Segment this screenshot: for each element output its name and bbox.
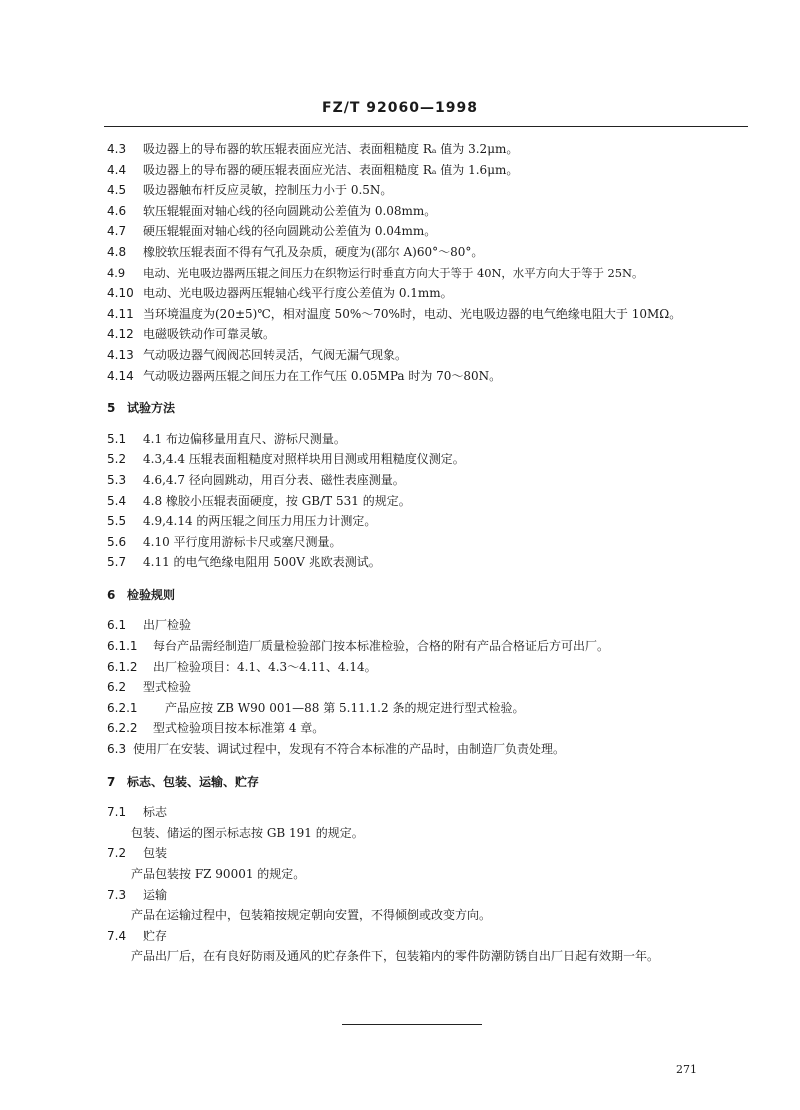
clause-4-3: 4.3 吸边器上的导布器的软压辊表面应光洁、表面粗糙度 Rₐ 值为 3.2μm。 <box>107 142 519 156</box>
clause-7-4-title: 7.4 贮存 <box>107 928 168 943</box>
section-6-heading: 6 检验规则 <box>107 587 176 602</box>
clause-5-4: 5.4 4.8 橡胶小压辊表面硬度，按 GB/T 531 的规定。 <box>107 493 411 508</box>
section-5-heading: 5 试验方法 <box>107 401 176 416</box>
clause-5-1: 5.1 4.1 布边偏移量用直尺、游标尺测量。 <box>107 431 346 446</box>
clause-4-13: 4.13 气动吸边器气阀阀芯回转灵活，气阀无漏气现象。 <box>107 347 408 362</box>
clause-4-12: 4.12 电磁吸铁动作可靠灵敏。 <box>107 327 276 342</box>
document-body <box>107 139 747 967</box>
clause-7-1-title: 7.1 标志 <box>107 805 168 820</box>
clause-4-6: 4.6 软压辊辊面对轴心线的径向圆跳动公差值为 0.08mm。 <box>107 203 437 218</box>
clause-4-4: 4.4 吸边器上的导布器的硬压辊表面应光洁、表面粗糙度 Rₐ 值为 1.6μm。 <box>107 162 519 177</box>
clause-4-5: 4.5 吸边器触布杆反应灵敏，控制压力小于 0.5N。 <box>107 183 393 198</box>
clause-4-14: 4.14 气动吸边器两压辊之间压力在工作气压 0.05MPa 时为 70～80N。 <box>107 368 502 383</box>
clause-4-9: 4.9 电动、光电吸边器两压辊之间压力在织物运行时垂直方向大于等于 40N，水平方向大于等于 25N。 <box>107 265 644 280</box>
clause-6-2-2: 6.2.2 型式检验项目按本标准第 4 章。 <box>107 721 325 736</box>
clause-6-2: 6.2 型式检验 <box>107 680 192 695</box>
clause-6-1: 6.1 出厂检验 <box>107 618 192 633</box>
clause-5-7: 5.7 4.11 的电气绝缘电阻用 500V 兆欧表测试。 <box>107 555 381 570</box>
standard-number-header: FZ/T 92060—1998 <box>322 100 478 116</box>
clause-7-2-text: 产品包装按 FZ 90001 的规定。 <box>131 867 306 881</box>
section-7-heading: 7 标志、包装、运输、贮存 <box>107 774 260 789</box>
clause-4-7: 4.7 硬压辊辊面对轴心线的径向圆跳动公差值为 0.04mm。 <box>107 224 437 239</box>
clause-7-3-title: 7.3 运输 <box>107 887 168 902</box>
clause-7-1-text: 包装、储运的图示标志按 GB 191 的规定。 <box>131 825 364 840</box>
clause-6-2-1: 6.2.1 产品应按 ZB W90 001—88 第 5.11.1.2 条的规定进行型式检验。 <box>107 700 525 715</box>
clause-5-3: 5.3 4.6,4.7 径向圆跳动，用百分表、磁性表座测量。 <box>107 472 405 487</box>
clause-4-8: 4.8 橡胶软压辊表面不得有气孔及杂质，硬度为(邵尔 A)60°～80°。 <box>107 244 484 259</box>
clause-6-1-1: 6.1.1 每台产品需经制造厂质量检验部门按本标准检验，合格的附有产品合格证后方可出厂。 <box>107 639 610 654</box>
page-number: 271 <box>676 1063 697 1076</box>
clause-7-2-title: 7.2 包装 <box>107 846 168 861</box>
clause-7-3-text: 产品在运输过程中，包装箱按规定朝向安置，不得倾倒或改变方向。 <box>131 908 492 923</box>
clause-6-1-2: 6.1.2 出厂检验项目：4.1、4.3～4.11、4.14。 <box>107 659 377 674</box>
clause-5-2: 5.2 4.3,4.4 压辊表面粗糙度对照样块用目测或用粗糙度仪测定。 <box>107 452 465 467</box>
end-rule <box>342 1024 482 1025</box>
clause-4-10: 4.10 电动、光电吸边器两压辊轴心线平行度公差值为 0.1mm。 <box>107 286 453 301</box>
header-rule <box>104 126 748 127</box>
clause-6-3: 6.3 使用厂在安装、调试过程中，发现有不符合本标准的产品时，由制造厂负责处理。 <box>107 742 566 757</box>
clause-4-11: 4.11 当环境温度为(20±5)℃，相对温度 50%～70%时，电动、光电吸边器的电气绝缘电阻大于 10MΩ。 <box>107 306 682 321</box>
clause-5-5: 5.5 4.9,4.14 的两压辊之间压力用压力计测定。 <box>107 514 377 529</box>
clause-5-6: 5.6 4.10 平行度用游标卡尺或塞尺测量。 <box>107 534 342 549</box>
clause-7-4-text: 产品出厂后，在有良好防雨及通风的贮存条件下，包装箱内的零件防潮防锈自出厂日起有效期一年。 <box>131 949 660 964</box>
